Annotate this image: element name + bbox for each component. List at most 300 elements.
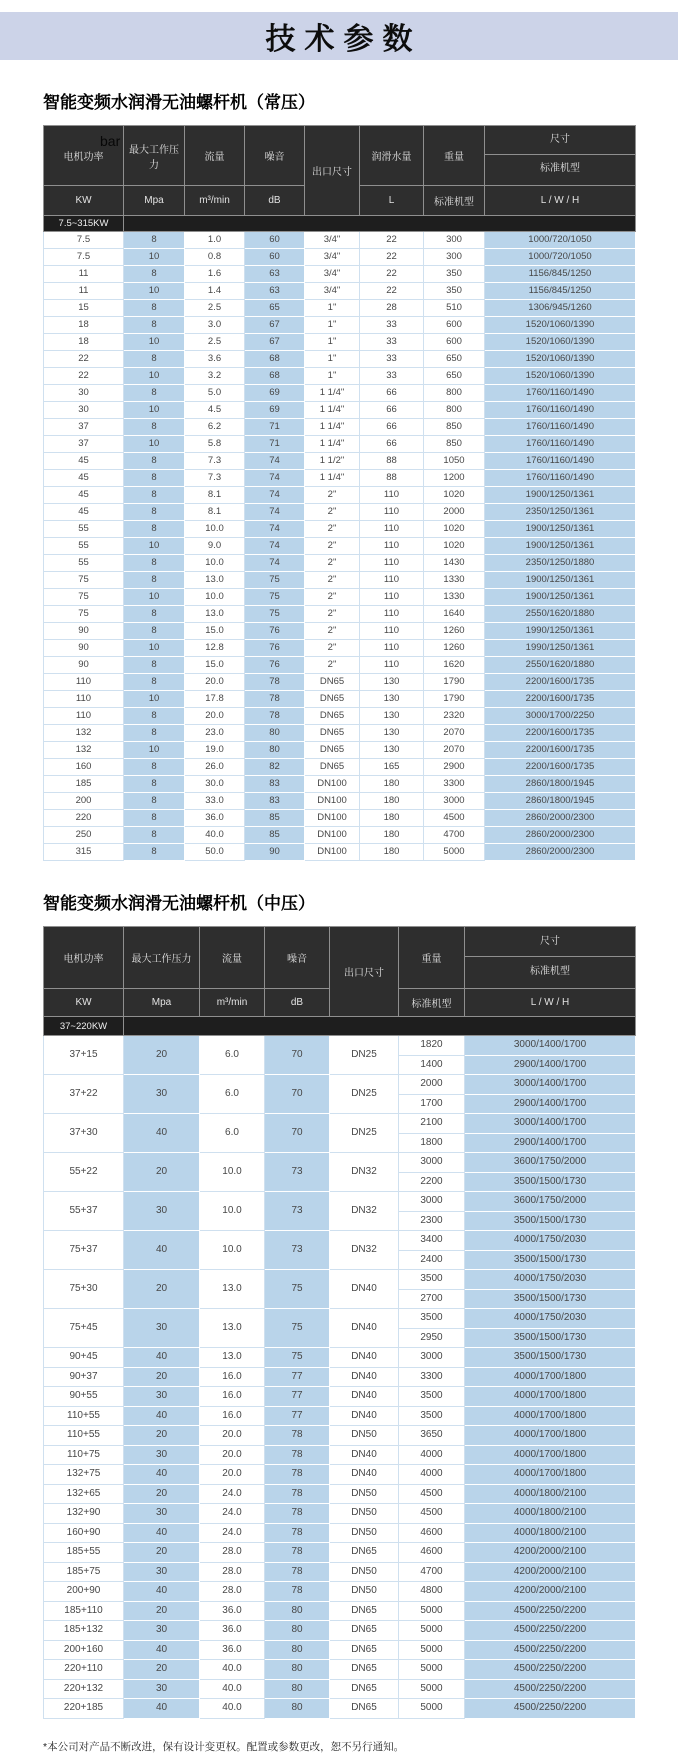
cell: DN50 bbox=[330, 1582, 399, 1602]
cell: 1520/1060/1390 bbox=[485, 334, 636, 351]
cell: 165 bbox=[360, 759, 424, 776]
cell: 2200/1600/1735 bbox=[485, 759, 636, 776]
cell: 1.6 bbox=[185, 266, 245, 283]
cell: 20 bbox=[124, 1601, 200, 1621]
cell: 78 bbox=[245, 708, 305, 725]
table-row bbox=[44, 1270, 636, 1290]
cell: 110 bbox=[360, 521, 424, 538]
table-row bbox=[44, 844, 636, 861]
cell: 1900/1250/1361 bbox=[485, 538, 636, 555]
dimensions-sublabel: 标准机型 bbox=[540, 163, 580, 174]
cell: 65 bbox=[245, 300, 305, 317]
cell: 10 bbox=[124, 436, 185, 453]
table-row bbox=[44, 1679, 636, 1699]
weight-cell: 3500 bbox=[399, 1309, 465, 1329]
cell: 180 bbox=[360, 827, 424, 844]
cell: 4.5 bbox=[185, 402, 245, 419]
dims-cell: 4200/2000/2100 bbox=[465, 1543, 636, 1563]
cell: 40.0 bbox=[185, 827, 245, 844]
stray-bar-label: bar bbox=[100, 133, 121, 149]
table-row bbox=[44, 1699, 636, 1719]
cell: 76 bbox=[245, 640, 305, 657]
cell: 67 bbox=[245, 317, 305, 334]
cell: 5.8 bbox=[185, 436, 245, 453]
cell: DN25 bbox=[330, 1114, 399, 1153]
cell: 110 bbox=[360, 589, 424, 606]
table-row bbox=[44, 674, 636, 691]
cell: 13.0 bbox=[200, 1270, 265, 1309]
cell: 22 bbox=[44, 368, 124, 385]
cell: 8 bbox=[124, 555, 185, 572]
cell: 10.0 bbox=[200, 1153, 265, 1192]
table-row bbox=[44, 606, 636, 623]
cell: 2" bbox=[305, 623, 360, 640]
cell: 13.0 bbox=[200, 1309, 265, 1348]
cell: 10 bbox=[124, 283, 185, 300]
cell: 7.5 bbox=[44, 249, 124, 266]
cell: 2860/1800/1945 bbox=[485, 776, 636, 793]
cell: 66 bbox=[360, 419, 424, 436]
cell: 12.8 bbox=[185, 640, 245, 657]
table-row bbox=[44, 521, 636, 538]
cell: 77 bbox=[265, 1387, 330, 1407]
cell: 30 bbox=[44, 385, 124, 402]
cell: 22 bbox=[360, 283, 424, 300]
cell: 1" bbox=[305, 300, 360, 317]
weight-cell: 3500 bbox=[399, 1270, 465, 1290]
weight-cell: 4600 bbox=[399, 1523, 465, 1543]
cell: 8 bbox=[124, 572, 185, 589]
cell: 20 bbox=[124, 1543, 200, 1563]
dims-cell: 3500/1500/1730 bbox=[465, 1328, 636, 1348]
cell: DN50 bbox=[330, 1523, 399, 1543]
table-row bbox=[44, 1601, 636, 1621]
cell: 130 bbox=[360, 708, 424, 725]
cell: 90 bbox=[44, 623, 124, 640]
cell: 1020 bbox=[424, 487, 485, 504]
dims-cell: 4500/2250/2200 bbox=[465, 1601, 636, 1621]
cell: 30 bbox=[44, 402, 124, 419]
cell: 22 bbox=[360, 249, 424, 266]
cell: 110 bbox=[360, 538, 424, 555]
cell: 220+132 bbox=[44, 1679, 124, 1699]
cell: 8 bbox=[124, 419, 185, 436]
cell: 3000 bbox=[424, 793, 485, 810]
cell: 75 bbox=[265, 1309, 330, 1348]
cell: 110 bbox=[360, 623, 424, 640]
cell: 11 bbox=[44, 266, 124, 283]
cell: 90 bbox=[245, 844, 305, 861]
cell: 2.5 bbox=[185, 300, 245, 317]
cell: DN40 bbox=[330, 1309, 399, 1348]
cell: 200 bbox=[44, 793, 124, 810]
weight-cell: 4600 bbox=[399, 1543, 465, 1563]
unit-liters: L bbox=[360, 186, 424, 216]
dims-cell: 3500/1500/1730 bbox=[465, 1348, 636, 1368]
table-row bbox=[44, 1562, 636, 1582]
cell: 1200 bbox=[424, 470, 485, 487]
cell: 28.0 bbox=[200, 1543, 265, 1563]
cell: 10 bbox=[124, 589, 185, 606]
cell: 8.1 bbox=[185, 487, 245, 504]
cell: 40 bbox=[124, 1465, 200, 1485]
weight-cell: 2300 bbox=[399, 1211, 465, 1231]
power-range-band-filler bbox=[124, 216, 636, 232]
cell: 40.0 bbox=[200, 1660, 265, 1680]
cell: 20 bbox=[124, 1270, 200, 1309]
unit-kw: KW bbox=[44, 989, 124, 1017]
cell: 71 bbox=[245, 436, 305, 453]
cell: 90 bbox=[44, 640, 124, 657]
cell: 1156/845/1250 bbox=[485, 266, 636, 283]
cell: DN100 bbox=[305, 827, 360, 844]
cell: 1306/945/1260 bbox=[485, 300, 636, 317]
cell: 8 bbox=[124, 300, 185, 317]
cell: 66 bbox=[360, 402, 424, 419]
cell: 40.0 bbox=[200, 1699, 265, 1719]
cell: 185 bbox=[44, 776, 124, 793]
weight-cell: 3400 bbox=[399, 1231, 465, 1251]
cell: 185+132 bbox=[44, 1621, 124, 1641]
dimensions-label: 尺寸 bbox=[465, 927, 635, 957]
cell: 8 bbox=[124, 623, 185, 640]
cell: 88 bbox=[360, 470, 424, 487]
cell: 2" bbox=[305, 606, 360, 623]
table-row bbox=[44, 1367, 636, 1387]
table-row bbox=[44, 1465, 636, 1485]
cell: 3300 bbox=[424, 776, 485, 793]
cell: DN65 bbox=[330, 1640, 399, 1660]
table-row bbox=[44, 657, 636, 674]
table-row bbox=[44, 1114, 636, 1134]
cell: 10.0 bbox=[200, 1231, 265, 1270]
cell: 2.5 bbox=[185, 334, 245, 351]
cell: 3.0 bbox=[185, 317, 245, 334]
table-row bbox=[44, 589, 636, 606]
cell: 2320 bbox=[424, 708, 485, 725]
table-row bbox=[44, 1348, 636, 1368]
table-row bbox=[44, 725, 636, 742]
cell: 110 bbox=[360, 555, 424, 572]
dims-cell: 4000/1800/2100 bbox=[465, 1523, 636, 1543]
cell: 75 bbox=[245, 606, 305, 623]
cell: 250 bbox=[44, 827, 124, 844]
col-header-flow: 流量 bbox=[200, 927, 265, 989]
dims-cell: 4200/2000/2100 bbox=[465, 1562, 636, 1582]
cell: 63 bbox=[245, 266, 305, 283]
dims-cell: 3000/1400/1700 bbox=[465, 1036, 636, 1056]
cell: 2860/2000/2300 bbox=[485, 844, 636, 861]
cell: 2" bbox=[305, 521, 360, 538]
dims-cell: 4500/2250/2200 bbox=[465, 1621, 636, 1641]
cell: 4500 bbox=[424, 810, 485, 827]
cell: 16.0 bbox=[200, 1367, 265, 1387]
cell: 3.2 bbox=[185, 368, 245, 385]
cell: 1 1/2" bbox=[305, 453, 360, 470]
cell: 66 bbox=[360, 436, 424, 453]
cell: 5000 bbox=[424, 844, 485, 861]
dims-cell: 2900/1400/1700 bbox=[465, 1133, 636, 1153]
cell: 1760/1160/1490 bbox=[485, 419, 636, 436]
cell: 78 bbox=[245, 674, 305, 691]
cell: 83 bbox=[245, 776, 305, 793]
cell: 10 bbox=[124, 538, 185, 555]
cell: 1050 bbox=[424, 453, 485, 470]
cell: 4700 bbox=[424, 827, 485, 844]
cell: 75 bbox=[44, 606, 124, 623]
cell: 110 bbox=[44, 691, 124, 708]
cell: DN65 bbox=[305, 725, 360, 742]
cell: 110 bbox=[360, 606, 424, 623]
table2-title: 智能变频水润滑无油螺杆机（中压） bbox=[43, 894, 315, 913]
cell: 2350/1250/1880 bbox=[485, 555, 636, 572]
cell: 11 bbox=[44, 283, 124, 300]
cell: 1000/720/1050 bbox=[485, 249, 636, 266]
cell: 16.0 bbox=[200, 1387, 265, 1407]
cell: 90+45 bbox=[44, 1348, 124, 1368]
table-row bbox=[44, 334, 636, 351]
cell: 510 bbox=[424, 300, 485, 317]
cell: 10 bbox=[124, 249, 185, 266]
cell: 68 bbox=[245, 368, 305, 385]
cell: 2" bbox=[305, 572, 360, 589]
cell: 8.1 bbox=[185, 504, 245, 521]
weight-cell: 4000 bbox=[399, 1445, 465, 1465]
cell: 1760/1160/1490 bbox=[485, 385, 636, 402]
cell: DN40 bbox=[330, 1367, 399, 1387]
cell: 800 bbox=[424, 385, 485, 402]
cell: 78 bbox=[265, 1582, 330, 1602]
cell: DN32 bbox=[330, 1192, 399, 1231]
cell: 15.0 bbox=[185, 657, 245, 674]
table-row bbox=[44, 759, 636, 776]
table-row bbox=[44, 776, 636, 793]
cell: 110+55 bbox=[44, 1406, 124, 1426]
cell: 1330 bbox=[424, 572, 485, 589]
cell: 67 bbox=[245, 334, 305, 351]
cell: 60 bbox=[245, 249, 305, 266]
unit-db: dB bbox=[265, 989, 330, 1017]
table-row bbox=[44, 1582, 636, 1602]
weight-cell: 3500 bbox=[399, 1387, 465, 1407]
cell: 2070 bbox=[424, 742, 485, 759]
cell: 33 bbox=[360, 351, 424, 368]
cell: 55 bbox=[44, 555, 124, 572]
cell: 1520/1060/1390 bbox=[485, 351, 636, 368]
cell: 74 bbox=[245, 504, 305, 521]
cell: 600 bbox=[424, 317, 485, 334]
weight-cell: 2700 bbox=[399, 1289, 465, 1309]
cell: 8 bbox=[124, 793, 185, 810]
table-row bbox=[44, 1153, 636, 1173]
cell: DN32 bbox=[330, 1231, 399, 1270]
table-row bbox=[44, 1309, 636, 1329]
cell: 350 bbox=[424, 283, 485, 300]
cell: 6.0 bbox=[200, 1114, 265, 1153]
cell: 220+185 bbox=[44, 1699, 124, 1719]
table-row bbox=[44, 1543, 636, 1563]
cell: 2200/1600/1735 bbox=[485, 742, 636, 759]
cell: DN25 bbox=[330, 1075, 399, 1114]
cell: 70 bbox=[265, 1075, 330, 1114]
dims-cell: 3500/1500/1730 bbox=[465, 1289, 636, 1309]
cell: DN65 bbox=[330, 1679, 399, 1699]
cell: 70 bbox=[265, 1036, 330, 1075]
cell: 220+110 bbox=[44, 1660, 124, 1680]
cell: DN65 bbox=[305, 742, 360, 759]
cell: DN40 bbox=[330, 1348, 399, 1368]
weight-cell: 3000 bbox=[399, 1192, 465, 1212]
dims-cell: 3600/1750/2000 bbox=[465, 1192, 636, 1212]
cell: 1.4 bbox=[185, 283, 245, 300]
cell: 1" bbox=[305, 317, 360, 334]
table-row bbox=[44, 470, 636, 487]
table-row bbox=[44, 385, 636, 402]
weight-cell: 4500 bbox=[399, 1484, 465, 1504]
cell: 1 1/4" bbox=[305, 436, 360, 453]
page-title: 技术参数 bbox=[265, 23, 422, 56]
cell: 200+90 bbox=[44, 1582, 124, 1602]
cell: 1760/1160/1490 bbox=[485, 470, 636, 487]
table1-wrapper bbox=[43, 125, 635, 861]
cell: 8 bbox=[124, 708, 185, 725]
cell: 8 bbox=[124, 351, 185, 368]
cell: 1760/1160/1490 bbox=[485, 436, 636, 453]
cell: 10 bbox=[124, 691, 185, 708]
cell: 15.0 bbox=[185, 623, 245, 640]
col-header-dimensions bbox=[465, 927, 636, 989]
cell: 110 bbox=[360, 572, 424, 589]
cell: 6.0 bbox=[200, 1036, 265, 1075]
col-header-weight: 重量 bbox=[424, 126, 485, 186]
table-row bbox=[44, 1387, 636, 1407]
cell: 2900 bbox=[424, 759, 485, 776]
cell: DN40 bbox=[330, 1406, 399, 1426]
cell: 74 bbox=[245, 521, 305, 538]
cell: 77 bbox=[265, 1367, 330, 1387]
cell: 37 bbox=[44, 419, 124, 436]
cell: 40.0 bbox=[200, 1679, 265, 1699]
dims-cell: 3000/1400/1700 bbox=[465, 1114, 636, 1134]
cell: 180 bbox=[360, 810, 424, 827]
cell: 1900/1250/1361 bbox=[485, 521, 636, 538]
cell: 20 bbox=[124, 1036, 200, 1075]
cell: 78 bbox=[265, 1504, 330, 1524]
cell: 60 bbox=[245, 232, 305, 249]
table-row bbox=[44, 810, 636, 827]
weight-cell: 4800 bbox=[399, 1582, 465, 1602]
cell: 75+30 bbox=[44, 1270, 124, 1309]
cell: 185+75 bbox=[44, 1562, 124, 1582]
cell: 6.0 bbox=[200, 1075, 265, 1114]
cell: DN65 bbox=[330, 1660, 399, 1680]
cell: 1" bbox=[305, 334, 360, 351]
cell: 74 bbox=[245, 470, 305, 487]
cell: 85 bbox=[245, 810, 305, 827]
cell: DN65 bbox=[305, 708, 360, 725]
cell: 2200/1600/1735 bbox=[485, 691, 636, 708]
cell: DN40 bbox=[330, 1445, 399, 1465]
unit-mpa: Mpa bbox=[124, 186, 185, 216]
table-row bbox=[44, 368, 636, 385]
cell: 132 bbox=[44, 725, 124, 742]
cell: 2" bbox=[305, 555, 360, 572]
cell: 2550/1620/1880 bbox=[485, 657, 636, 674]
table-row bbox=[44, 351, 636, 368]
col-header-motor-power: 电机功率 bbox=[44, 927, 124, 989]
cell: 7.3 bbox=[185, 453, 245, 470]
cell: 33 bbox=[360, 317, 424, 334]
unit-lwh: L / W / H bbox=[485, 186, 636, 216]
cell: 1 1/4" bbox=[305, 385, 360, 402]
cell: 28.0 bbox=[200, 1562, 265, 1582]
col-header-motor-power: 电机功率 bbox=[44, 126, 124, 186]
cell: DN65 bbox=[330, 1699, 399, 1719]
cell: 30 bbox=[124, 1387, 200, 1407]
weight-cell: 3000 bbox=[399, 1348, 465, 1368]
cell: 3/4" bbox=[305, 266, 360, 283]
table-row bbox=[44, 436, 636, 453]
table-row bbox=[44, 1484, 636, 1504]
cell: 1.0 bbox=[185, 232, 245, 249]
table-row bbox=[44, 504, 636, 521]
weight-cell: 3000 bbox=[399, 1153, 465, 1173]
table-row bbox=[44, 1426, 636, 1446]
page bbox=[0, 12, 678, 1753]
cell: 13.0 bbox=[185, 572, 245, 589]
table1-body bbox=[44, 232, 636, 861]
table-row bbox=[44, 1523, 636, 1543]
cell: 30 bbox=[124, 1445, 200, 1465]
cell: DN100 bbox=[305, 810, 360, 827]
cell: 69 bbox=[245, 385, 305, 402]
cell: 1790 bbox=[424, 691, 485, 708]
cell: 77 bbox=[265, 1406, 330, 1426]
cell: 36.0 bbox=[200, 1621, 265, 1641]
cell: 300 bbox=[424, 232, 485, 249]
cell: 180 bbox=[360, 776, 424, 793]
cell: 13.0 bbox=[185, 606, 245, 623]
cell: 74 bbox=[245, 453, 305, 470]
cell: 2" bbox=[305, 640, 360, 657]
cell: 5.0 bbox=[185, 385, 245, 402]
cell: DN100 bbox=[305, 844, 360, 861]
weight-cell: 2400 bbox=[399, 1250, 465, 1270]
cell: 45 bbox=[44, 453, 124, 470]
cell: 40 bbox=[124, 1114, 200, 1153]
cell: DN65 bbox=[330, 1601, 399, 1621]
table-row bbox=[44, 249, 636, 266]
dims-cell: 4500/2250/2200 bbox=[465, 1640, 636, 1660]
table-row bbox=[44, 640, 636, 657]
table-row bbox=[44, 232, 636, 249]
cell: 20.0 bbox=[200, 1445, 265, 1465]
cell: 110 bbox=[44, 674, 124, 691]
cell: 45 bbox=[44, 487, 124, 504]
dimensions-label: 尺寸 bbox=[485, 126, 635, 155]
cell: 2860/2000/2300 bbox=[485, 827, 636, 844]
cell: 40 bbox=[124, 1406, 200, 1426]
cell: 2000 bbox=[424, 504, 485, 521]
weight-cell: 1800 bbox=[399, 1133, 465, 1153]
cell: DN65 bbox=[330, 1543, 399, 1563]
cell: 3/4" bbox=[305, 283, 360, 300]
cell: 10.0 bbox=[185, 589, 245, 606]
cell: 20.0 bbox=[185, 708, 245, 725]
cell: 9.0 bbox=[185, 538, 245, 555]
cell: 16.0 bbox=[200, 1406, 265, 1426]
col-header-outlet-size: 出口尺寸 bbox=[330, 927, 399, 1017]
